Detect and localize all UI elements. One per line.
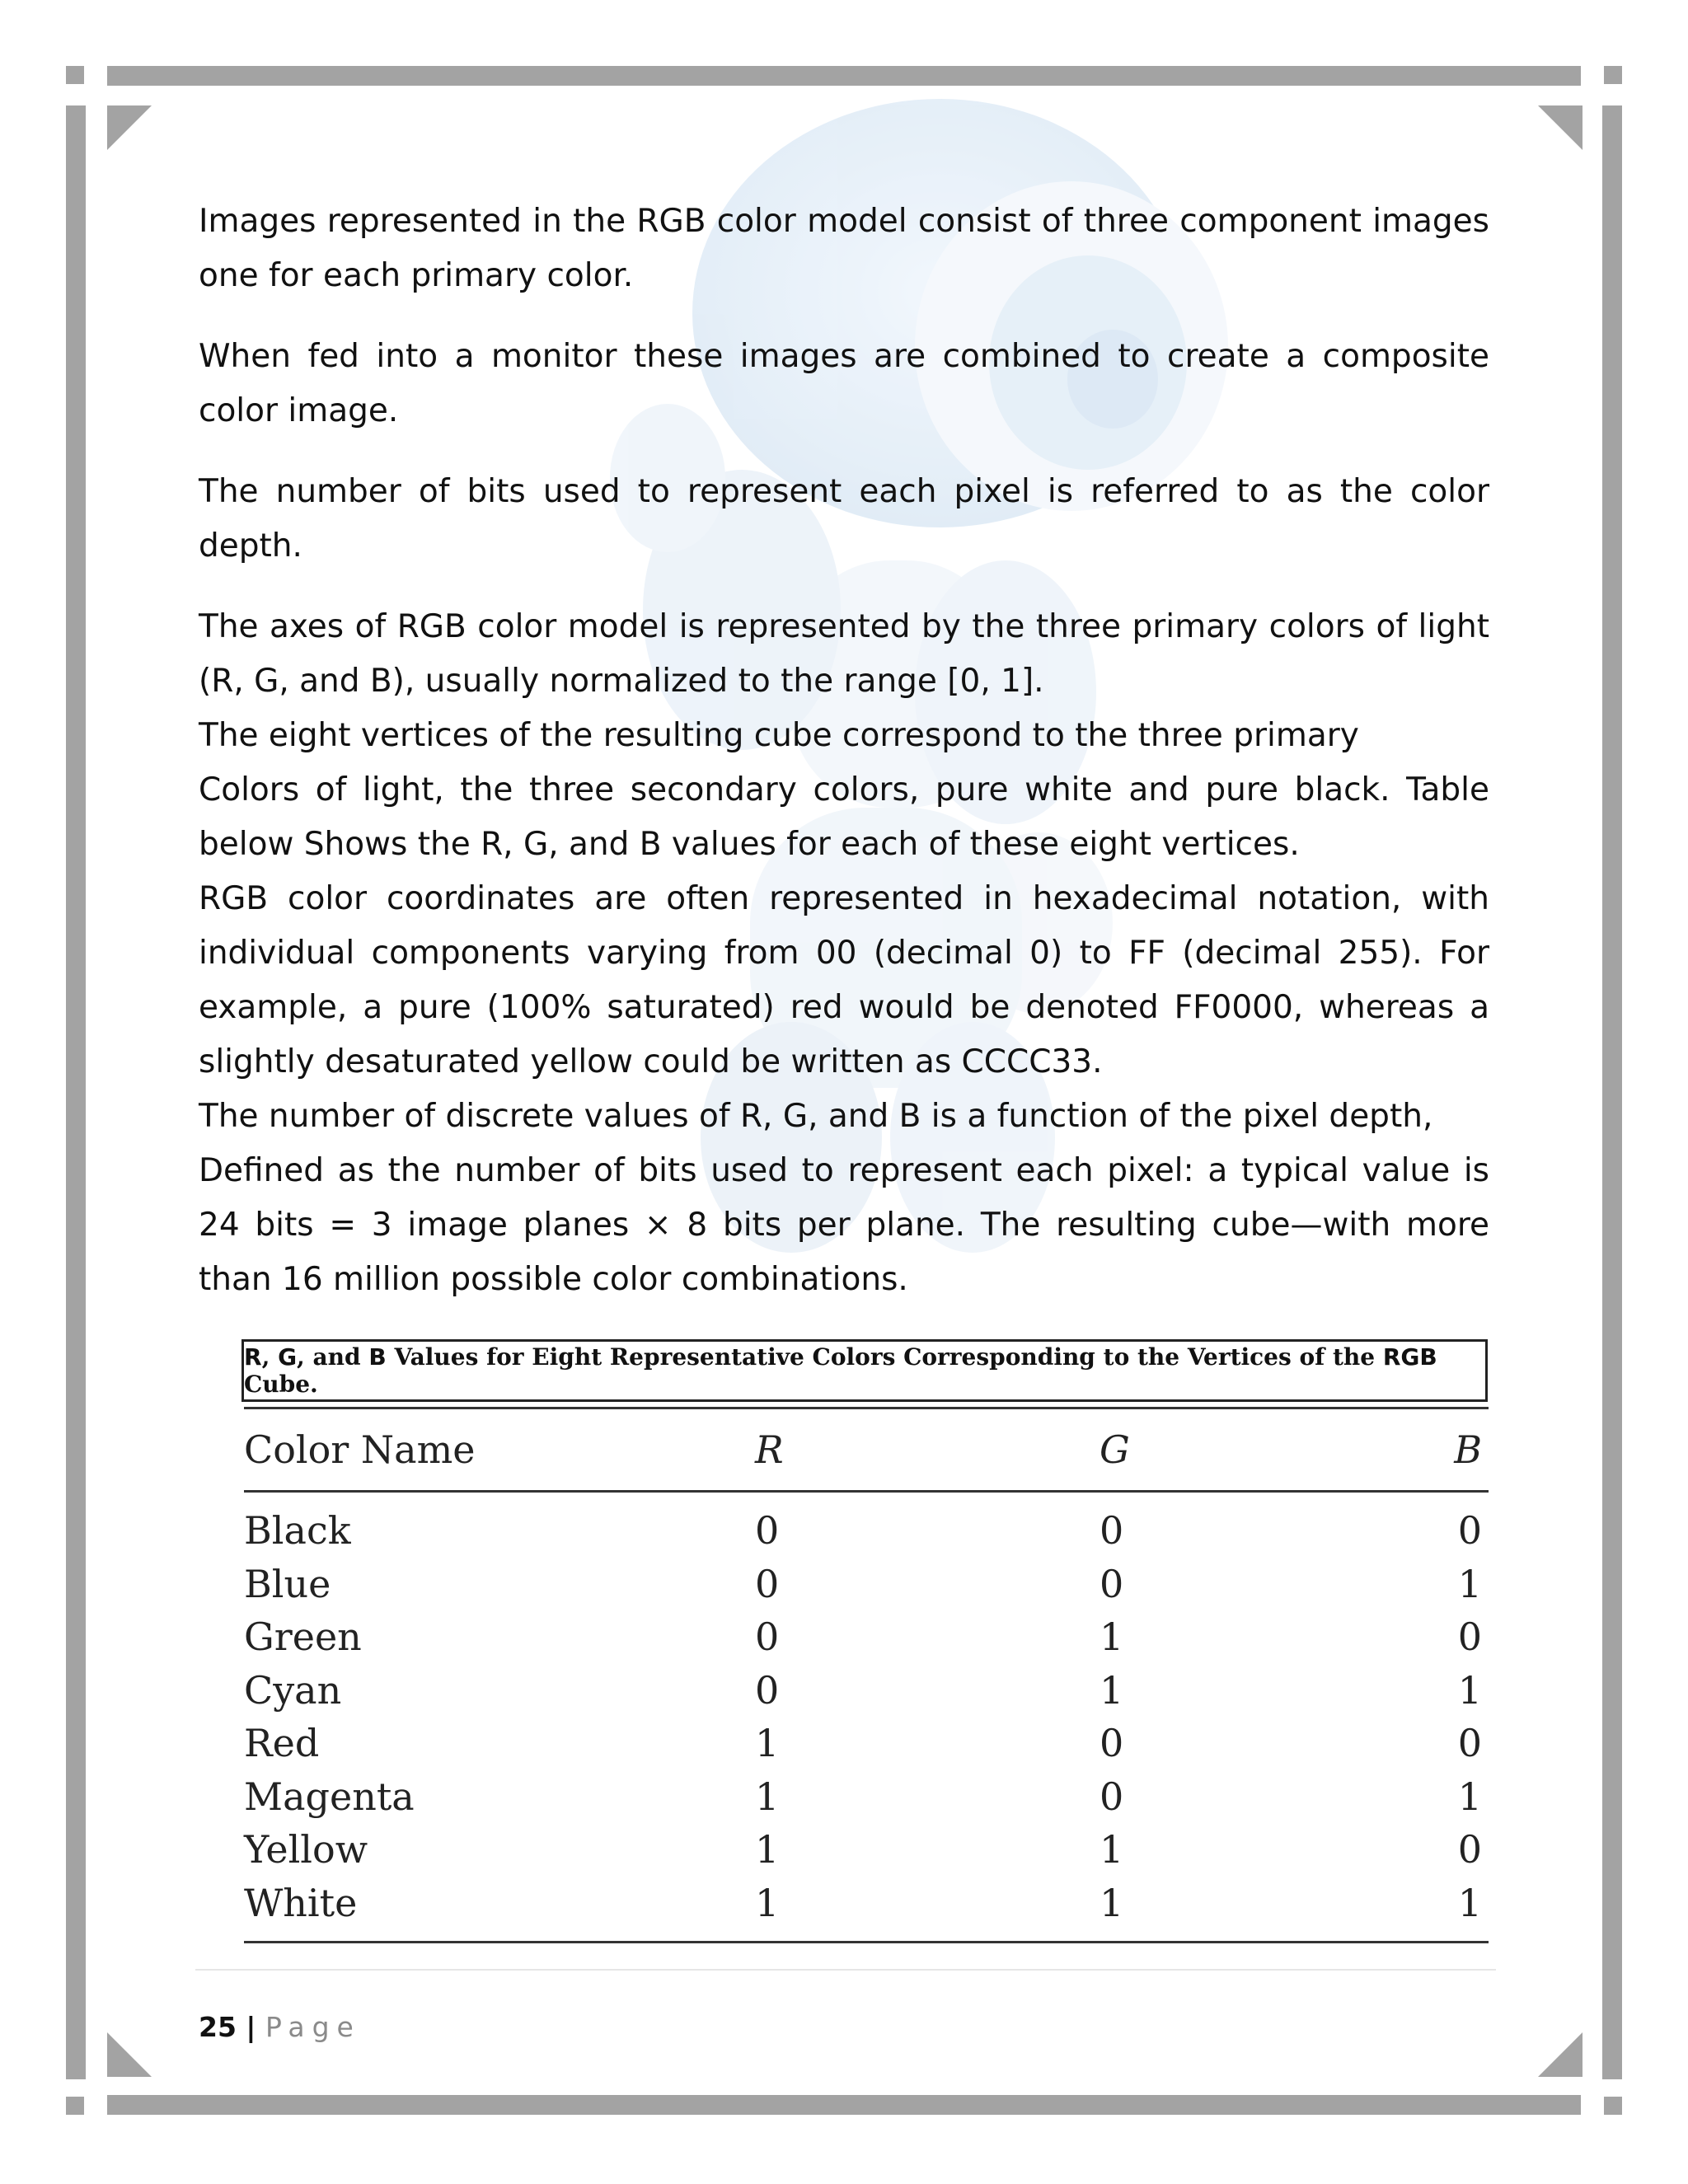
caption-g: G [278,1343,298,1371]
cell-r: 0 [755,1561,780,1606]
cell-color-name: White [244,1880,358,1925]
caption-and: , and [297,1343,369,1371]
cell-b: 0 [1457,1508,1482,1554]
page-label: Page [265,2011,361,2043]
frame-corner-square-bl [66,2097,84,2115]
table-row [244,1877,1489,1930]
cell-r: 0 [755,1615,780,1660]
caption-r: R [244,1343,262,1371]
cell-b: 0 [1457,1827,1482,1872]
cell-g: 0 [1100,1561,1124,1606]
cell-b: 1 [1457,1561,1482,1606]
cell-g: 1 [1100,1827,1124,1872]
table-body [244,1504,1489,1929]
cell-r: 1 [755,1880,780,1925]
cell-b: 0 [1457,1615,1482,1660]
table-bottom-rule [244,1941,1489,1943]
frame-corner-square-tr [1604,66,1622,84]
frame-corner-triangle-tl [107,105,152,150]
paragraph-5: The eight vertices of the resulting cube correspond to the three primary [199,717,1359,754]
table-caption [241,1339,1488,1402]
cell-r: 1 [755,1774,780,1819]
cell-b: 1 [1457,1880,1482,1925]
paragraph-3: The number of bits used to represent each pixel is referred to as the color depth. [199,473,1489,565]
frame-corner-triangle-tr [1538,105,1582,150]
footer-divider [195,1969,1496,1971]
paragraph-7: RGB color coordinates are often represented in hexadecimal notation, with individual components varying from 00 (decimal 0) to FF (decimal 255). For example, a pure (100% saturated) red would be denoted FF0000, whereas a slightly desaturated yellow could be written as CCCC33. [199,880,1489,1080]
cell-r: 0 [755,1508,780,1554]
paragraph-4: The axes of RGB color model is represented by the three primary colors of light (R, G, and B), usually normalized to the range [0, 1]. [199,608,1489,700]
header-color-name: Color Name [244,1427,476,1472]
paragraph-2: When fed into a monitor these images are combined to create a composite color image. [199,338,1489,429]
cell-g: 1 [1100,1615,1124,1660]
paragraph-8: The number of discrete values of R, G, and B is a function of the pixel depth, [199,1098,1433,1135]
rgb-values-table [244,1407,1489,1943]
cell-color-name: Green [244,1615,362,1660]
cell-b: 1 [1457,1774,1482,1819]
cell-color-name: Yellow [244,1827,368,1872]
body-text [199,194,1489,1307]
frame-corner-square-tl [66,66,84,84]
cell-b: 0 [1457,1721,1482,1766]
frame-bottom-bar [107,2095,1581,2115]
page-separator: | [236,2011,265,2043]
cell-g: 0 [1100,1721,1124,1766]
table-row [244,1664,1489,1718]
table-header-rule [244,1490,1489,1493]
page-footer [199,2011,361,2043]
table-row [244,1610,1489,1664]
table-row [244,1770,1489,1824]
cell-r: 1 [755,1827,780,1872]
cell-color-name: Cyan [244,1667,342,1713]
cell-b: 1 [1457,1667,1482,1713]
table-row [244,1504,1489,1558]
cell-g: 1 [1100,1667,1124,1713]
table-header-row [244,1409,1489,1490]
frame-top-bar [107,66,1581,86]
table-row [244,1717,1489,1770]
page-number: 25 [199,2011,237,2043]
caption-mid: Values for Eight Representative Colors Corresponding to the Vertices of the [386,1343,1383,1371]
cell-r: 1 [755,1721,780,1766]
caption-end: Cube. [244,1371,318,1398]
caption-sep: , [261,1343,279,1371]
header-g: G [1100,1427,1130,1472]
caption-b: B [368,1343,387,1371]
cell-color-name: Red [244,1721,320,1766]
cell-r: 0 [755,1667,780,1713]
cell-color-name: Black [244,1508,351,1554]
paragraph-6: Colors of light, the three secondary colors, pure white and pure black. Table below Shows the R, G, and B values for each of these eight vertices. [199,771,1489,863]
frame-left-bar [66,105,86,2079]
cell-color-name: Magenta [244,1774,415,1819]
header-r: R [755,1427,784,1472]
cell-g: 0 [1100,1774,1124,1819]
table-row [244,1823,1489,1877]
header-b: B [1454,1427,1482,1472]
table-row [244,1558,1489,1611]
cell-color-name: Blue [244,1561,331,1606]
cell-g: 0 [1100,1508,1124,1554]
frame-corner-triangle-bl [107,2032,152,2077]
paragraph-1: Images represented in the RGB color model consist of three component images one for each primary color. [199,203,1489,294]
frame-corner-triangle-br [1538,2032,1582,2077]
frame-corner-square-br [1604,2097,1622,2115]
paragraph-9: Defined as the number of bits used to represent each pixel: a typical value is 24 bits = 3 image planes × 8 bits per plane. The resulting cube—with more than 16 million possible color combinations. [199,1152,1489,1298]
caption-rgb: RGB [1382,1343,1437,1371]
frame-right-bar [1602,105,1622,2079]
cell-g: 1 [1100,1880,1124,1925]
